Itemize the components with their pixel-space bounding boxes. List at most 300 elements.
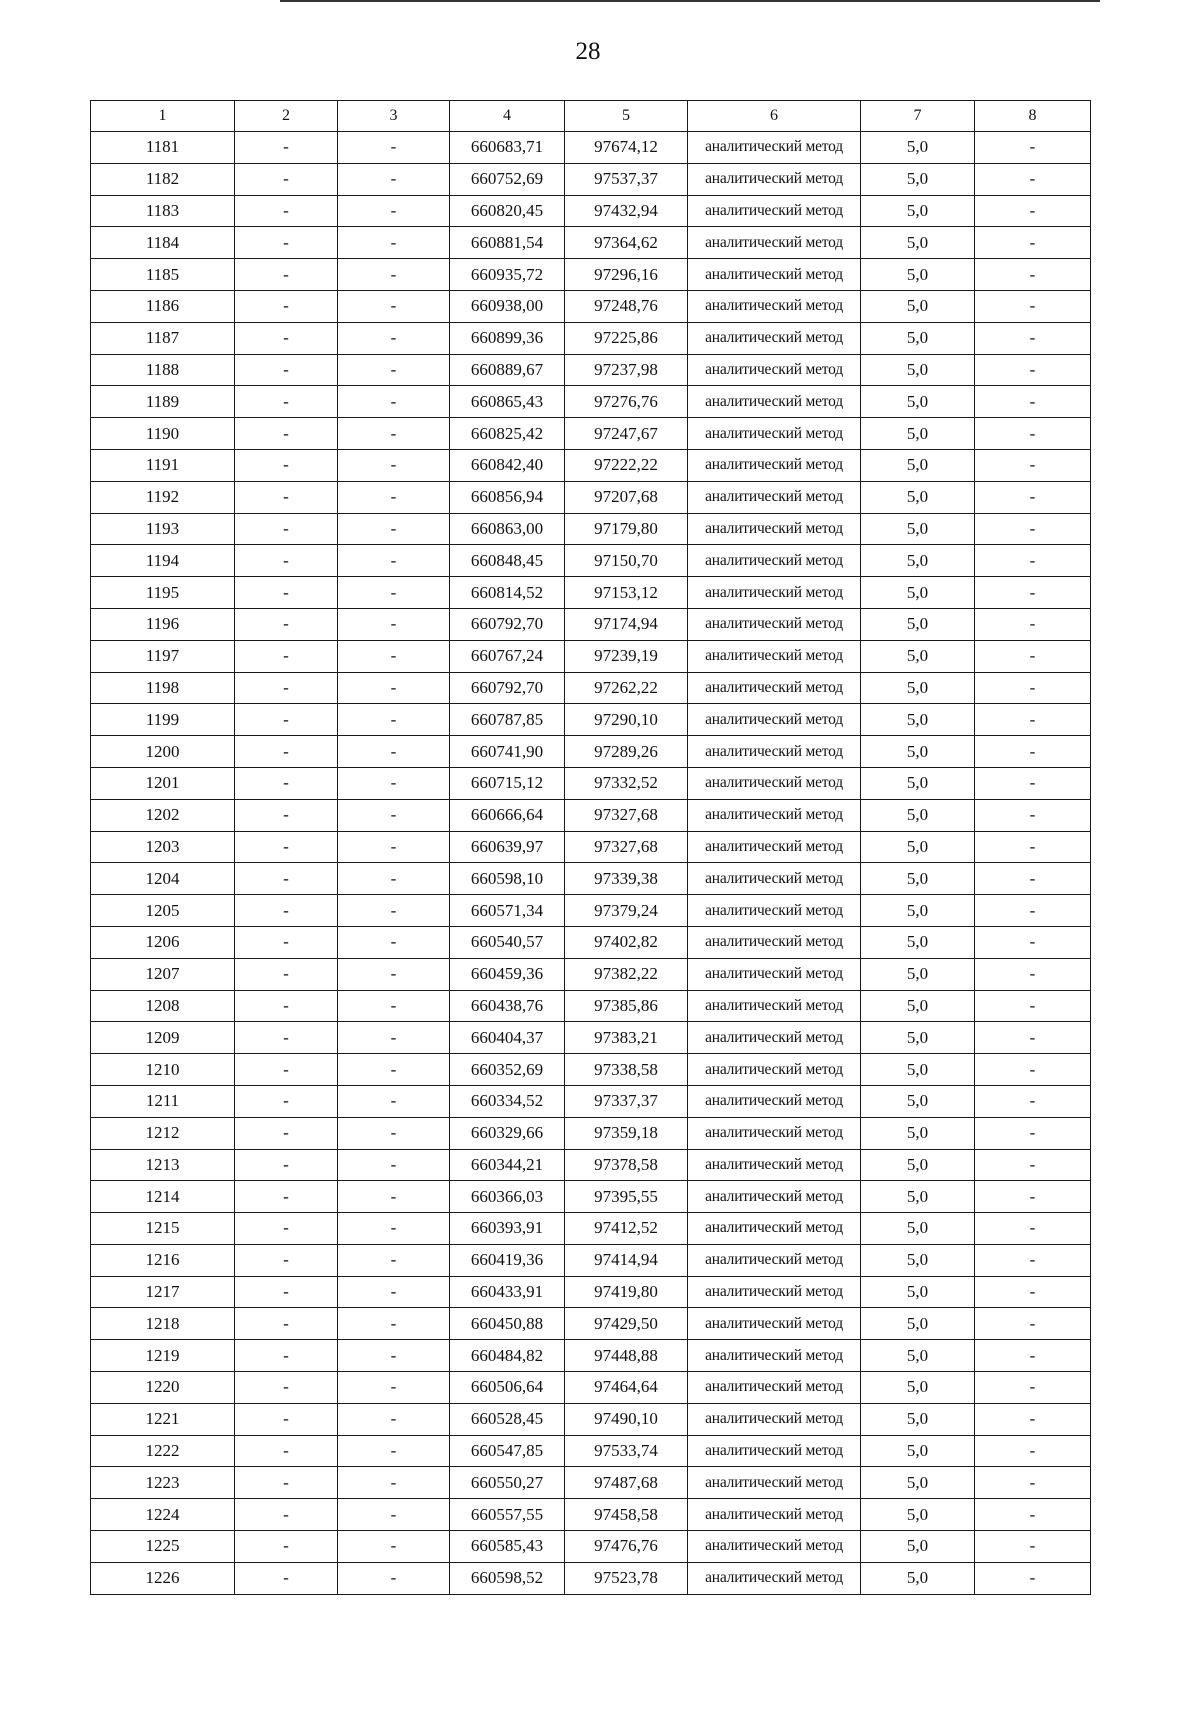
accuracy-cell: 5,0 <box>861 132 975 164</box>
col3-cell: - <box>338 704 450 736</box>
col2-cell: - <box>235 1149 338 1181</box>
y-coordinate-cell: 97414,94 <box>565 1244 688 1276</box>
point-number-cell: 1190 <box>91 418 235 450</box>
table-row <box>91 1467 1091 1499</box>
table-row <box>91 895 1091 927</box>
table-row <box>91 1213 1091 1245</box>
table-row <box>91 259 1091 291</box>
accuracy-cell: 5,0 <box>861 513 975 545</box>
col8-cell: - <box>975 513 1091 545</box>
col3-cell: - <box>338 322 450 354</box>
col3-cell: - <box>338 990 450 1022</box>
y-coordinate-cell: 97674,12 <box>565 132 688 164</box>
y-coordinate-cell: 97378,58 <box>565 1149 688 1181</box>
table-row <box>91 1372 1091 1404</box>
col8-cell: - <box>975 1403 1091 1435</box>
col3-cell: - <box>338 1562 450 1594</box>
col3-cell: - <box>338 132 450 164</box>
x-coordinate-cell: 660547,85 <box>450 1435 565 1467</box>
col3-cell: - <box>338 259 450 291</box>
col8-cell: - <box>975 1276 1091 1308</box>
table-row <box>91 1308 1091 1340</box>
point-number-cell: 1210 <box>91 1054 235 1086</box>
table-row <box>91 163 1091 195</box>
table-row <box>91 1022 1091 1054</box>
table-row <box>91 577 1091 609</box>
col3-cell: - <box>338 449 450 481</box>
method-cell: аналитический метод <box>688 513 861 545</box>
x-coordinate-cell: 660484,82 <box>450 1340 565 1372</box>
y-coordinate-cell: 97239,19 <box>565 640 688 672</box>
y-coordinate-cell: 97382,22 <box>565 958 688 990</box>
x-coordinate-cell: 660935,72 <box>450 259 565 291</box>
col8-cell: - <box>975 1531 1091 1563</box>
y-coordinate-cell: 97432,94 <box>565 195 688 227</box>
y-coordinate-cell: 97339,38 <box>565 863 688 895</box>
col8-cell: - <box>975 1435 1091 1467</box>
table-row <box>91 608 1091 640</box>
col2-cell: - <box>235 895 338 927</box>
col8-cell: - <box>975 418 1091 450</box>
col3-cell: - <box>338 1499 450 1531</box>
col8-cell: - <box>975 195 1091 227</box>
point-number-cell: 1207 <box>91 958 235 990</box>
y-coordinate-cell: 97395,55 <box>565 1181 688 1213</box>
point-number-cell: 1224 <box>91 1499 235 1531</box>
col2-cell: - <box>235 1499 338 1531</box>
col3-cell: - <box>338 545 450 577</box>
y-coordinate-cell: 97533,74 <box>565 1435 688 1467</box>
accuracy-cell: 5,0 <box>861 736 975 768</box>
y-coordinate-cell: 97385,86 <box>565 990 688 1022</box>
y-coordinate-cell: 97289,26 <box>565 736 688 768</box>
point-number-cell: 1211 <box>91 1085 235 1117</box>
accuracy-cell: 5,0 <box>861 1467 975 1499</box>
table-row <box>91 1276 1091 1308</box>
point-number-cell: 1214 <box>91 1181 235 1213</box>
col3-cell: - <box>338 1372 450 1404</box>
col2-cell: - <box>235 481 338 513</box>
y-coordinate-cell: 97429,50 <box>565 1308 688 1340</box>
accuracy-cell: 5,0 <box>861 1435 975 1467</box>
table-row <box>91 990 1091 1022</box>
col8-cell: - <box>975 799 1091 831</box>
method-cell: аналитический метод <box>688 577 861 609</box>
col8-cell: - <box>975 290 1091 322</box>
col3-cell: - <box>338 831 450 863</box>
method-cell: аналитический метод <box>688 1181 861 1213</box>
accuracy-cell: 5,0 <box>861 704 975 736</box>
x-coordinate-cell: 660752,69 <box>450 163 565 195</box>
col3-cell: - <box>338 608 450 640</box>
x-coordinate-cell: 660863,00 <box>450 513 565 545</box>
accuracy-cell: 5,0 <box>861 958 975 990</box>
method-cell: аналитический метод <box>688 195 861 227</box>
point-number-cell: 1195 <box>91 577 235 609</box>
method-cell: аналитический метод <box>688 1340 861 1372</box>
point-number-cell: 1182 <box>91 163 235 195</box>
accuracy-cell: 5,0 <box>861 1149 975 1181</box>
method-cell: аналитический метод <box>688 290 861 322</box>
col2-cell: - <box>235 163 338 195</box>
y-coordinate-cell: 97458,58 <box>565 1499 688 1531</box>
method-cell: аналитический метод <box>688 1244 861 1276</box>
y-coordinate-cell: 97402,82 <box>565 926 688 958</box>
method-cell: аналитический метод <box>688 1117 861 1149</box>
col2-cell: - <box>235 545 338 577</box>
accuracy-cell: 5,0 <box>861 577 975 609</box>
col2-cell: - <box>235 1117 338 1149</box>
col3-cell: - <box>338 1117 450 1149</box>
col3-cell: - <box>338 1022 450 1054</box>
accuracy-cell: 5,0 <box>861 799 975 831</box>
x-coordinate-cell: 660715,12 <box>450 767 565 799</box>
accuracy-cell: 5,0 <box>861 418 975 450</box>
point-number-cell: 1225 <box>91 1531 235 1563</box>
y-coordinate-cell: 97247,67 <box>565 418 688 450</box>
col8-cell: - <box>975 1244 1091 1276</box>
header-cell: 1 <box>91 101 235 132</box>
col3-cell: - <box>338 736 450 768</box>
point-number-cell: 1203 <box>91 831 235 863</box>
accuracy-cell: 5,0 <box>861 227 975 259</box>
col3-cell: - <box>338 1244 450 1276</box>
col2-cell: - <box>235 1213 338 1245</box>
accuracy-cell: 5,0 <box>861 449 975 481</box>
method-cell: аналитический метод <box>688 1149 861 1181</box>
method-cell: аналитический метод <box>688 799 861 831</box>
col8-cell: - <box>975 1340 1091 1372</box>
table-body <box>91 132 1091 1595</box>
col3-cell: - <box>338 799 450 831</box>
method-cell: аналитический метод <box>688 704 861 736</box>
point-number-cell: 1193 <box>91 513 235 545</box>
col8-cell: - <box>975 1054 1091 1086</box>
col3-cell: - <box>338 1308 450 1340</box>
col8-cell: - <box>975 863 1091 895</box>
table-row <box>91 132 1091 164</box>
accuracy-cell: 5,0 <box>861 990 975 1022</box>
col2-cell: - <box>235 195 338 227</box>
col2-cell: - <box>235 513 338 545</box>
col8-cell: - <box>975 895 1091 927</box>
col3-cell: - <box>338 481 450 513</box>
table-row <box>91 418 1091 450</box>
point-number-cell: 1206 <box>91 926 235 958</box>
accuracy-cell: 5,0 <box>861 322 975 354</box>
x-coordinate-cell: 660842,40 <box>450 449 565 481</box>
col3-cell: - <box>338 895 450 927</box>
col2-cell: - <box>235 704 338 736</box>
col2-cell: - <box>235 799 338 831</box>
col2-cell: - <box>235 1562 338 1594</box>
method-cell: аналитический метод <box>688 1435 861 1467</box>
table-row <box>91 195 1091 227</box>
col2-cell: - <box>235 640 338 672</box>
col8-cell: - <box>975 704 1091 736</box>
col2-cell: - <box>235 990 338 1022</box>
y-coordinate-cell: 97419,80 <box>565 1276 688 1308</box>
col3-cell: - <box>338 1340 450 1372</box>
col8-cell: - <box>975 132 1091 164</box>
x-coordinate-cell: 660683,71 <box>450 132 565 164</box>
col3-cell: - <box>338 958 450 990</box>
method-cell: аналитический метод <box>688 608 861 640</box>
col8-cell: - <box>975 1467 1091 1499</box>
col2-cell: - <box>235 577 338 609</box>
col8-cell: - <box>975 163 1091 195</box>
y-coordinate-cell: 97327,68 <box>565 831 688 863</box>
accuracy-cell: 5,0 <box>861 354 975 386</box>
method-cell: аналитический метод <box>688 958 861 990</box>
accuracy-cell: 5,0 <box>861 1403 975 1435</box>
col2-cell: - <box>235 1054 338 1086</box>
col8-cell: - <box>975 958 1091 990</box>
method-cell: аналитический метод <box>688 1213 861 1245</box>
y-coordinate-cell: 97296,16 <box>565 259 688 291</box>
y-coordinate-cell: 97476,76 <box>565 1531 688 1563</box>
method-cell: аналитический метод <box>688 640 861 672</box>
table-row <box>91 227 1091 259</box>
y-coordinate-cell: 97338,58 <box>565 1054 688 1086</box>
table-row <box>91 831 1091 863</box>
y-coordinate-cell: 97237,98 <box>565 354 688 386</box>
header-cell: 2 <box>235 101 338 132</box>
y-coordinate-cell: 97490,10 <box>565 1403 688 1435</box>
point-number-cell: 1219 <box>91 1340 235 1372</box>
accuracy-cell: 5,0 <box>861 640 975 672</box>
x-coordinate-cell: 660881,54 <box>450 227 565 259</box>
x-coordinate-cell: 660329,66 <box>450 1117 565 1149</box>
col2-cell: - <box>235 1244 338 1276</box>
accuracy-cell: 5,0 <box>861 1372 975 1404</box>
accuracy-cell: 5,0 <box>861 386 975 418</box>
col8-cell: - <box>975 1149 1091 1181</box>
point-number-cell: 1217 <box>91 1276 235 1308</box>
y-coordinate-cell: 97379,24 <box>565 895 688 927</box>
col2-cell: - <box>235 926 338 958</box>
table-row <box>91 1340 1091 1372</box>
col3-cell: - <box>338 1085 450 1117</box>
table-row <box>91 799 1091 831</box>
table-row <box>91 481 1091 513</box>
x-coordinate-cell: 660334,52 <box>450 1085 565 1117</box>
col8-cell: - <box>975 608 1091 640</box>
y-coordinate-cell: 97364,62 <box>565 227 688 259</box>
accuracy-cell: 5,0 <box>861 1054 975 1086</box>
x-coordinate-cell: 660899,36 <box>450 322 565 354</box>
y-coordinate-cell: 97248,76 <box>565 290 688 322</box>
point-number-cell: 1183 <box>91 195 235 227</box>
col2-cell: - <box>235 1181 338 1213</box>
col2-cell: - <box>235 608 338 640</box>
col2-cell: - <box>235 863 338 895</box>
point-number-cell: 1215 <box>91 1213 235 1245</box>
col3-cell: - <box>338 1403 450 1435</box>
col2-cell: - <box>235 1372 338 1404</box>
x-coordinate-cell: 660419,36 <box>450 1244 565 1276</box>
col8-cell: - <box>975 926 1091 958</box>
col8-cell: - <box>975 1117 1091 1149</box>
top-rule <box>280 0 1100 2</box>
point-number-cell: 1194 <box>91 545 235 577</box>
x-coordinate-cell: 660848,45 <box>450 545 565 577</box>
method-cell: аналитический метод <box>688 259 861 291</box>
point-number-cell: 1213 <box>91 1149 235 1181</box>
x-coordinate-cell: 660792,70 <box>450 608 565 640</box>
x-coordinate-cell: 660433,91 <box>450 1276 565 1308</box>
y-coordinate-cell: 97262,22 <box>565 672 688 704</box>
x-coordinate-cell: 660344,21 <box>450 1149 565 1181</box>
y-coordinate-cell: 97153,12 <box>565 577 688 609</box>
method-cell: аналитический метод <box>688 863 861 895</box>
table-row <box>91 1435 1091 1467</box>
col8-cell: - <box>975 767 1091 799</box>
method-cell: аналитический метод <box>688 354 861 386</box>
x-coordinate-cell: 660352,69 <box>450 1054 565 1086</box>
header-row <box>91 101 1091 132</box>
coordinates-table <box>90 100 1091 1595</box>
point-number-cell: 1198 <box>91 672 235 704</box>
col8-cell: - <box>975 1213 1091 1245</box>
col3-cell: - <box>338 1467 450 1499</box>
header-cell: 8 <box>975 101 1091 132</box>
accuracy-cell: 5,0 <box>861 195 975 227</box>
point-number-cell: 1226 <box>91 1562 235 1594</box>
x-coordinate-cell: 660598,52 <box>450 1562 565 1594</box>
col3-cell: - <box>338 354 450 386</box>
col2-cell: - <box>235 736 338 768</box>
table-row <box>91 290 1091 322</box>
x-coordinate-cell: 660366,03 <box>450 1181 565 1213</box>
table-row <box>91 926 1091 958</box>
y-coordinate-cell: 97225,86 <box>565 322 688 354</box>
table-row <box>91 672 1091 704</box>
col2-cell: - <box>235 259 338 291</box>
method-cell: аналитический метод <box>688 831 861 863</box>
point-number-cell: 1216 <box>91 1244 235 1276</box>
table-row <box>91 640 1091 672</box>
page-number: 28 <box>575 38 601 65</box>
x-coordinate-cell: 660438,76 <box>450 990 565 1022</box>
x-coordinate-cell: 660820,45 <box>450 195 565 227</box>
method-cell: аналитический метод <box>688 1372 861 1404</box>
col2-cell: - <box>235 831 338 863</box>
col3-cell: - <box>338 195 450 227</box>
table-row <box>91 1054 1091 1086</box>
col8-cell: - <box>975 1372 1091 1404</box>
accuracy-cell: 5,0 <box>861 863 975 895</box>
point-number-cell: 1191 <box>91 449 235 481</box>
y-coordinate-cell: 97523,78 <box>565 1562 688 1594</box>
y-coordinate-cell: 97332,52 <box>565 767 688 799</box>
method-cell: аналитический метод <box>688 322 861 354</box>
x-coordinate-cell: 660528,45 <box>450 1403 565 1435</box>
table-row <box>91 1117 1091 1149</box>
y-coordinate-cell: 97222,22 <box>565 449 688 481</box>
y-coordinate-cell: 97487,68 <box>565 1467 688 1499</box>
header-cell: 5 <box>565 101 688 132</box>
point-number-cell: 1188 <box>91 354 235 386</box>
col2-cell: - <box>235 418 338 450</box>
col8-cell: - <box>975 672 1091 704</box>
x-coordinate-cell: 660666,64 <box>450 799 565 831</box>
col2-cell: - <box>235 1531 338 1563</box>
table-row <box>91 354 1091 386</box>
point-number-cell: 1199 <box>91 704 235 736</box>
accuracy-cell: 5,0 <box>861 290 975 322</box>
accuracy-cell: 5,0 <box>861 831 975 863</box>
col2-cell: - <box>235 354 338 386</box>
y-coordinate-cell: 97207,68 <box>565 481 688 513</box>
point-number-cell: 1223 <box>91 1467 235 1499</box>
method-cell: аналитический метод <box>688 1085 861 1117</box>
col2-cell: - <box>235 290 338 322</box>
table-row <box>91 1181 1091 1213</box>
col3-cell: - <box>338 1181 450 1213</box>
point-number-cell: 1181 <box>91 132 235 164</box>
x-coordinate-cell: 660404,37 <box>450 1022 565 1054</box>
table-row <box>91 1562 1091 1594</box>
col8-cell: - <box>975 259 1091 291</box>
col2-cell: - <box>235 1085 338 1117</box>
y-coordinate-cell: 97448,88 <box>565 1340 688 1372</box>
table-row <box>91 704 1091 736</box>
col3-cell: - <box>338 418 450 450</box>
header-cell: 4 <box>450 101 565 132</box>
point-number-cell: 1208 <box>91 990 235 1022</box>
x-coordinate-cell: 660639,97 <box>450 831 565 863</box>
method-cell: аналитический метод <box>688 1467 861 1499</box>
x-coordinate-cell: 660865,43 <box>450 386 565 418</box>
col3-cell: - <box>338 926 450 958</box>
point-number-cell: 1222 <box>91 1435 235 1467</box>
method-cell: аналитический метод <box>688 481 861 513</box>
accuracy-cell: 5,0 <box>861 1213 975 1245</box>
col8-cell: - <box>975 227 1091 259</box>
x-coordinate-cell: 660459,36 <box>450 958 565 990</box>
x-coordinate-cell: 660585,43 <box>450 1531 565 1563</box>
table-row <box>91 736 1091 768</box>
x-coordinate-cell: 660767,24 <box>450 640 565 672</box>
col8-cell: - <box>975 386 1091 418</box>
col2-cell: - <box>235 227 338 259</box>
method-cell: аналитический метод <box>688 1562 861 1594</box>
y-coordinate-cell: 97174,94 <box>565 608 688 640</box>
table-row <box>91 767 1091 799</box>
col3-cell: - <box>338 1531 450 1563</box>
table-row <box>91 1149 1091 1181</box>
x-coordinate-cell: 660571,34 <box>450 895 565 927</box>
col8-cell: - <box>975 1562 1091 1594</box>
table-row <box>91 1085 1091 1117</box>
header-cell: 3 <box>338 101 450 132</box>
col8-cell: - <box>975 640 1091 672</box>
col3-cell: - <box>338 672 450 704</box>
col8-cell: - <box>975 1181 1091 1213</box>
col3-cell: - <box>338 1149 450 1181</box>
x-coordinate-cell: 660450,88 <box>450 1308 565 1340</box>
col3-cell: - <box>338 290 450 322</box>
method-cell: аналитический метод <box>688 449 861 481</box>
point-number-cell: 1187 <box>91 322 235 354</box>
x-coordinate-cell: 660889,67 <box>450 354 565 386</box>
y-coordinate-cell: 97327,68 <box>565 799 688 831</box>
method-cell: аналитический метод <box>688 1022 861 1054</box>
accuracy-cell: 5,0 <box>861 481 975 513</box>
col2-cell: - <box>235 449 338 481</box>
method-cell: аналитический метод <box>688 386 861 418</box>
